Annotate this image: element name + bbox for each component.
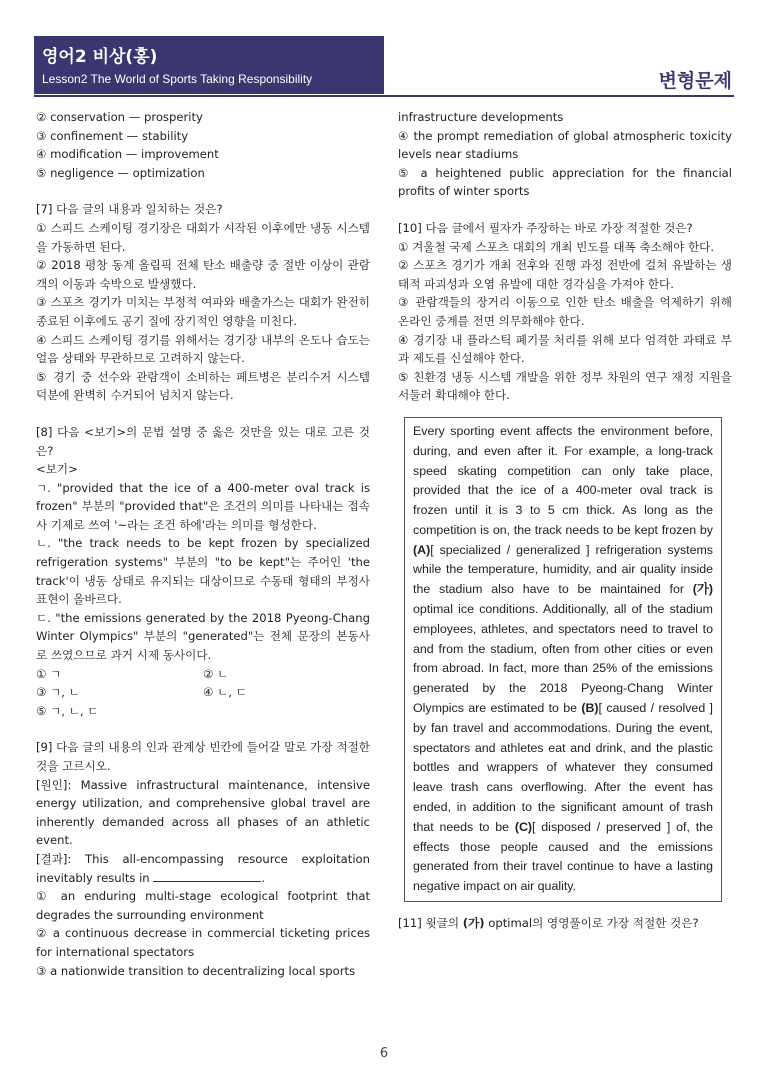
q10-option: ① 겨울철 국제 스포츠 대회의 개최 빈도를 대폭 축소해야 한다. — [398, 239, 715, 254]
q8-box-label: <보기> — [36, 462, 78, 477]
q8-option: ② ㄴ — [203, 666, 229, 681]
choice-a: [ specialized / generalized ] — [430, 542, 590, 557]
passage-text: by fan travel and accommodations. During the event, spectators and athletes eat and drink, and the plastic bottles and wrappers of whatever they consumed leave trash cans overflowing. After the event has ended, in addition to the significant amount of trash that needs to be — [413, 720, 713, 834]
passage-text: optimal ice conditions. Additionally, all of the stadium employees, athletes, and spectators need to travel to and from the stadium, often from other cities or even from abroad. In fact, more than 25% of the emissions generated by the 2018 Pyeong-Chang Winter Olympics are estimated to be — [413, 602, 713, 716]
header-divider — [34, 95, 734, 97]
document-title: 영어2 비상(홍) — [42, 47, 158, 67]
answer-blank — [153, 871, 261, 882]
reading-passage — [404, 417, 722, 902]
q10-option: ③ 관람객들의 장거리 이동으로 인한 탄소 배출을 억제하기 위해 온라인 중계를 전면 의무화해야 한다. — [398, 295, 732, 328]
q6-option: ④ modification — improvement — [36, 147, 219, 162]
choice-b: [ caused / resolved ] — [598, 701, 713, 716]
q11-stem — [398, 914, 732, 933]
q10-option: ⑤ 친환경 냉동 시스템 개발을 위한 정부 차원의 연구 재정 지원을 서둘러 확대해야 한다. — [398, 369, 732, 403]
q8-option: ⑤ ㄱ, ㄴ, ㄷ — [36, 703, 99, 718]
label-ga: (가) — [692, 582, 713, 597]
q8-option — [203, 702, 370, 721]
q7-option: ② 2018 평창 동계 올림픽 전체 탄소 배출량 중 절반 이상이 관람객의 이동과 숙박으로 발생했다. — [36, 258, 370, 291]
q10-option: ② 스포츠 경기가 개최 전후와 진행 과정 전반에 걸쳐 유발하는 생태적 파괴성과 오염 유발에 대한 경각심을 가져야 한다. — [398, 258, 732, 291]
q8-option: ③ ㄱ, ㄴ — [36, 685, 80, 700]
label-a: (A) — [413, 542, 431, 557]
q8-stem: [8] 다음 <보기>의 문법 설명 중 옳은 것만을 있는 대로 고른 것은? — [36, 424, 370, 458]
q11-label: (가) — [462, 916, 485, 931]
right-column — [398, 108, 732, 933]
q8-item: ㄷ. "the emissions generated by the 2018 Pyeong-Chang Winter Olympics" 부분의 "generated"는 전체 문장의 본동사로 쓰였으므로 과거 시제 동사이다. — [36, 610, 370, 663]
q7-option: ④ 스피드 스케이팅 경기를 위해서는 경기장 내부의 온도나 습도는 얼음 상태와 무관하므로 고려하지 않는다. — [36, 332, 370, 366]
q9-result: [결과]: This all-encompassing resource exploitation inevitably results in . — [36, 851, 370, 885]
label-b: (B) — [581, 701, 599, 716]
q6-option: ② conservation — prosperity — [36, 110, 203, 124]
passage-text: refrigeration systems while the temperature, humidity, and air quality inside the stadium also have to be maintained for — [413, 542, 713, 597]
header-banner — [34, 36, 384, 94]
left-column — [36, 108, 370, 980]
q8-option: ① ㄱ — [36, 666, 62, 681]
section-tag: 변형문제 — [658, 70, 732, 92]
page-number: 6 — [379, 1046, 389, 1061]
q10-option: ④ 경기장 내 플라스틱 폐기물 처리를 위해 보다 엄격한 과태료 부과 제도를 신설해야 한다. — [398, 332, 732, 366]
q9-option: ⑤ a heightened public appreciation for the financial profits of winter sports — [398, 165, 732, 199]
lesson-subtitle: Lesson2 The World of Sports Taking Responsibility — [42, 72, 313, 86]
q9-option: ③ a nationwide transition to decentralizing local sports — [36, 963, 356, 978]
q11-pre: [11] 윗글의 — [398, 916, 463, 931]
q9-option-continued: infrastructure developments — [398, 110, 564, 124]
q11-post: optimal의 영영풀이로 가장 적절한 것은? — [484, 916, 699, 931]
q9-result-text: [결과]: This all-encompassing resource exploitation inevitably results in — [36, 851, 370, 885]
q9-option: ① an enduring multi-stage ecological footprint that degrades the surrounding environment — [36, 889, 370, 922]
q7-stem: [7] 다음 글의 내용과 일치하는 것은? — [36, 202, 223, 217]
q9-option: ④ the prompt remediation of global atmospheric toxicity levels near stadiums — [398, 128, 732, 162]
q7-option: ⑤ 경기 중 선수와 관람객이 소비하는 페트병은 분리수거 시스템 덕분에 완벽히 수거되어 넘치지 않는다. — [36, 369, 370, 403]
q7-option: ③ 스포츠 경기가 미치는 부정적 여파와 배출가스는 대회가 완전히 종료된 이후에도 공기 질에 장기적인 영향을 미친다. — [36, 295, 370, 328]
passage-text: of, the effects those people caused and the emissions generated from their travel continue to have a lasting negative impact on air quality. — [413, 819, 713, 894]
q6-option: ⑤ negligence — optimization — [36, 165, 205, 180]
q8-option: ④ ㄴ, ㄷ — [203, 685, 247, 700]
q7-option: ① 스피드 스케이팅 경기장은 대회가 시작된 이후에만 냉동 시스템을 가동하면 된다. — [36, 220, 370, 254]
label-c: (C) — [514, 819, 533, 834]
q9-option: ② a continuous decrease in commercial ticketing prices for international spectators — [36, 926, 370, 959]
q6-option: ③ confinement — stability — [36, 128, 189, 143]
q8-item: ㄴ. "the track needs to be kept frozen by specialized refrigeration systems" 부분의 "to be kept"는 주어인 'the track'이 냉동 상태로 유지되는 대상이므로 수동태 형태의 부정사 표현이 올바르다. — [36, 536, 370, 607]
q9-cause: [원인]: Massive infrastructural maintenance, intensive energy utilization, and comprehensive global travel are inherently demanded across all phases of an athletic event. — [36, 777, 370, 848]
q10-stem: [10] 다음 글에서 필자가 주장하는 바로 가장 적절한 것은? — [398, 220, 693, 235]
choice-c: [ disposed / preserved ] — [532, 819, 671, 834]
q9-stem: [9] 다음 글의 내용의 인과 관계상 빈칸에 들어갈 말로 가장 적절한 것을 고르시오. — [36, 740, 370, 773]
passage-text: Every sporting event affects the environment before, during, and even after it. For example, a long-track speed skating competition can only take place, provided that the ice of a 400-meter oval track is frozen until it is 3 to 5 cm thick. As long as the competition is on, the track needs to be kept frozen by — [413, 423, 713, 537]
q8-item: ㄱ. "provided that the ice of a 400-meter oval track is frozen" 부분의 "provided that"은 조건의 의미를 나타내는 접속사 기제로 쓰여 '~라는 조건 하에'라는 의미를 형성한다. — [36, 480, 370, 532]
